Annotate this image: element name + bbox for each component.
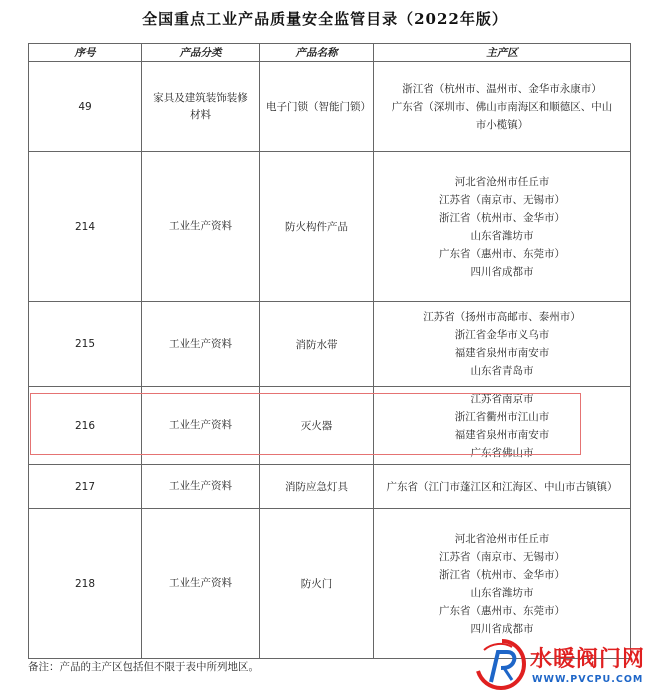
region-line: 江苏省（南京市、无锡市） bbox=[439, 550, 565, 563]
document-title: 全国重点工业产品质量安全监管目录（2022年版） bbox=[142, 10, 508, 28]
region-line: 江苏省南京市 bbox=[470, 392, 534, 405]
region-line: 广东省佛山市 bbox=[470, 446, 534, 459]
row-category bbox=[142, 465, 260, 509]
row-product: 消防应急灯具 bbox=[260, 465, 374, 509]
row-category bbox=[142, 152, 260, 302]
row-product: 灭火器 bbox=[260, 387, 374, 465]
region-line: 四川省成都市 bbox=[470, 265, 534, 278]
row-no: 218 bbox=[29, 509, 142, 659]
region-line: 福建省泉州市南安市 bbox=[454, 347, 550, 359]
row-regions bbox=[374, 465, 631, 509]
region-line: 河北省沧州市任丘市 bbox=[454, 175, 550, 188]
region-line: 浙江省（杭州市、温州市、金华市永康市） bbox=[402, 82, 602, 95]
region-line: 山东省潍坊市 bbox=[470, 586, 534, 599]
row-category bbox=[142, 387, 260, 465]
catalog-table bbox=[28, 43, 631, 659]
row-no: 217 bbox=[29, 465, 142, 509]
row-regions bbox=[374, 152, 631, 302]
table-row bbox=[29, 62, 631, 152]
row-category bbox=[142, 509, 260, 659]
row-regions bbox=[374, 302, 631, 387]
table-row bbox=[29, 152, 631, 302]
row-product: 防火构件产品 bbox=[260, 152, 374, 302]
row-category bbox=[142, 302, 260, 387]
region-line: 福建省泉州市南安市 bbox=[454, 428, 550, 441]
row-regions bbox=[374, 387, 631, 465]
region-line: 浙江省（杭州市、金华市） bbox=[439, 211, 565, 224]
table-row bbox=[29, 302, 631, 387]
header-product: 产品名称 bbox=[260, 44, 374, 62]
row-product: 电子门锁（智能门锁） bbox=[260, 62, 374, 152]
table-row bbox=[29, 465, 631, 509]
row-no: 214 bbox=[29, 152, 142, 302]
category-line: 工业生产资料 bbox=[169, 419, 232, 431]
region-line: 浙江省（杭州市、金华市） bbox=[439, 568, 565, 581]
region-line: 山东省青岛市 bbox=[470, 365, 534, 377]
table-row bbox=[29, 387, 631, 465]
watermark-url: WWW.PVCPU.COM bbox=[532, 674, 644, 685]
table-row bbox=[29, 509, 631, 659]
region-line: 浙江省衢州市江山市 bbox=[454, 410, 550, 423]
row-regions bbox=[374, 62, 631, 152]
region-line: 广东省（惠州市、东莞市） bbox=[439, 247, 565, 260]
category-line: 家具及建筑装饰装修 bbox=[153, 91, 248, 104]
row-regions bbox=[374, 509, 631, 659]
region-line: 广东省（惠州市、东莞市） bbox=[439, 604, 565, 617]
category-line: 工业生产资料 bbox=[169, 337, 232, 350]
category-line: 工业生产资料 bbox=[169, 480, 232, 492]
region-line: 广东省（深圳市、佛山市南海区和顺德区、中山 bbox=[391, 100, 613, 113]
region-line: 江苏省（南京市、无锡市） bbox=[439, 193, 565, 206]
region-line: 江苏省（扬州市高邮市、泰州市） bbox=[423, 311, 581, 323]
region-line: 山东省潍坊市 bbox=[470, 229, 534, 242]
row-no: 215 bbox=[29, 302, 142, 387]
watermark-logo-icon bbox=[474, 638, 530, 692]
region-line: 四川省成都市 bbox=[470, 622, 534, 635]
watermark bbox=[474, 638, 650, 692]
category-line: 工业生产资料 bbox=[169, 577, 232, 589]
category-line: 工业生产资料 bbox=[169, 220, 232, 232]
row-product: 消防水带 bbox=[260, 302, 374, 387]
row-category bbox=[142, 62, 260, 152]
table-header-row bbox=[29, 44, 631, 62]
region-line: 浙江省金华市义乌市 bbox=[454, 329, 550, 341]
header-category: 产品分类 bbox=[142, 44, 260, 62]
row-no: 216 bbox=[29, 387, 142, 465]
category-line: 材料 bbox=[190, 108, 211, 121]
footnote: 备注：产品的主产区包括但不限于表中所列地区。 bbox=[28, 661, 259, 673]
watermark-text: 水暖阀门网 bbox=[530, 647, 646, 672]
row-product: 防火门 bbox=[260, 509, 374, 659]
header-region: 主产区 bbox=[374, 44, 631, 62]
region-line: 广东省（江门市蓬江区和江海区、中山市古镇镇） bbox=[386, 480, 618, 493]
region-line: 河北省沧州市任丘市 bbox=[454, 532, 550, 545]
region-line: 市小榄镇） bbox=[475, 118, 529, 131]
header-no: 序号 bbox=[29, 44, 142, 62]
row-no: 49 bbox=[29, 62, 142, 152]
